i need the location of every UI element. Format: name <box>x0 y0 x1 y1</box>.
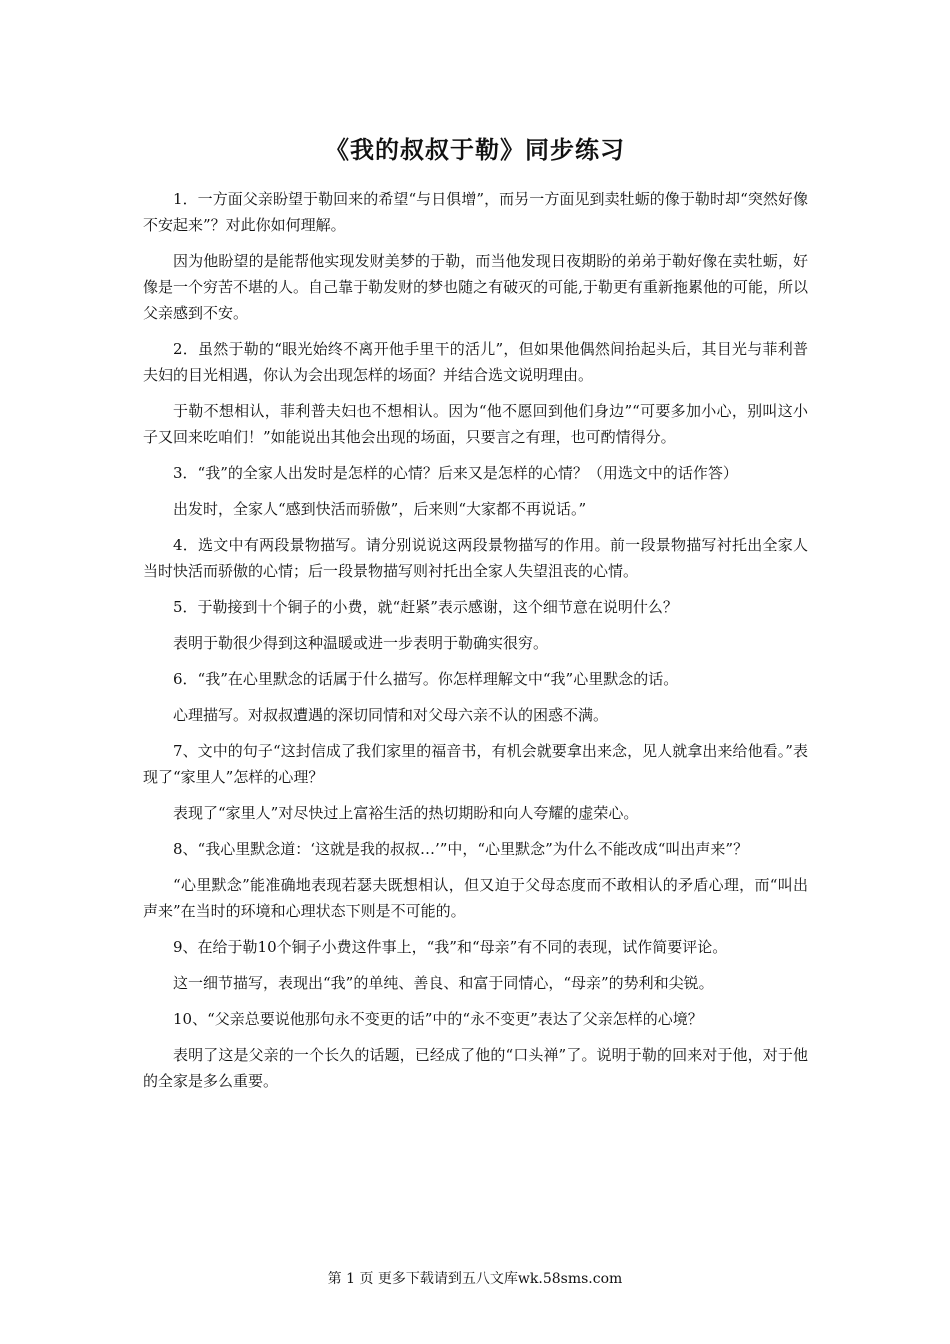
answer-10: 表明了这是父亲的一个长久的话题，已经成了他的“口头禅”了。说明于勒的回来对于他，对于他的全家是多么重要。 <box>143 1046 808 1090</box>
question-1: 1．一方面父亲盼望于勒回来的希望“与日俱增”，而另一方面见到卖牡蛎的像于勒时却“突然好像不安起来”？对此你如何理解。 <box>143 190 808 234</box>
answer-1: 因为他盼望的是能帮他实现发财美梦的于勒，而当他发现日夜期盼的弟弟于勒好像在卖牡蛎，好像是一个穷苦不堪的人。自己靠于勒发财的梦也随之有破灭的可能,于勒更有重新拖累他的可能，所以父亲感到不安。 <box>143 252 808 322</box>
page-title: 《我的叔叔于勒》同步练习 <box>325 136 625 164</box>
question-9: 9、在给于勒10个铜子小费这件事上，“我”和“母亲”有不同的表现，试作简要评论。 <box>173 938 728 956</box>
answer-6: 心理描写。对叔叔遭遇的深切同情和对父母六亲不认的困惑不满。 <box>173 706 609 724</box>
answer-8: “心里默念”能准确地表现若瑟夫既想相认，但又迫于父母态度而不敢相认的矛盾心理，而“叫出声来”在当时的环境和心理状态下则是不可能的。 <box>143 876 808 920</box>
question-10: 10、“父亲总要说他那句永不变更的话”中的“永不变更”表达了父亲怎样的心境？ <box>173 1010 703 1028</box>
answer-5: 表明于勒很少得到这种温暖或进一步表明于勒确实很穷。 <box>173 634 549 652</box>
answer-7: 表现了“家里人”对尽快过上富裕生活的热切期盼和向人夸耀的虚荣心。 <box>173 804 639 822</box>
document-body <box>143 186 808 1104</box>
answer-9: 这一细节描写，表现出“我”的单纯、善良、和富于同情心，“母亲”的势利和尖锐。 <box>173 974 714 992</box>
question-3: 3．“我”的全家人出发时是怎样的心情？后来又是怎样的心情？（用选文中的话作答） <box>173 464 738 482</box>
question-7: 7、文中的句子“这封信成了我们家里的福音书，有机会就要拿出来念，见人就拿出来给他看。”表现了“家里人”怎样的心理？ <box>143 742 808 786</box>
answer-2: 于勒不想相认，菲利普夫妇也不想相认。因为“他不愿回到他们身边”“可要多加小心，别叫这小子又回来吃咱们！”如能说出其他会出现的场面，只要言之有理，也可酌情得分。 <box>143 402 808 446</box>
question-2: 2．虽然于勒的“眼光始终不离开他手里干的活儿”，但如果他偶然间抬起头后，其目光与菲利普夫妇的目光相遇，你认为会出现怎样的场面？并结合选文说明理由。 <box>143 340 808 384</box>
question-4-with-answer: 4．选文中有两段景物描写。请分别说说这两段景物描写的作用。前一段景物描写衬托出全家人当时快活而骄傲的心情；后一段景物描写则衬托出全家人失望沮丧的心情。 <box>143 536 808 580</box>
page-footer: 第 1 页 更多下载请到五八文库wk.58sms.com <box>327 1271 623 1287</box>
question-8: 8、“我心里默念道：‘这就是我的叔叔…’”中，“心里默念”为什么不能改成“叫出声来”？ <box>173 840 749 858</box>
answer-3: 出发时，全家人“感到快活而骄傲”，后来则“大家都不再说话。” <box>173 500 587 518</box>
question-6: 6．“我”在心里默念的话属于什么描写。你怎样理解文中“我”心里默念的话。 <box>173 670 679 688</box>
question-5: 5．于勒接到十个铜子的小费，就“赶紧”表示感谢，这个细节意在说明什么？ <box>173 598 678 616</box>
